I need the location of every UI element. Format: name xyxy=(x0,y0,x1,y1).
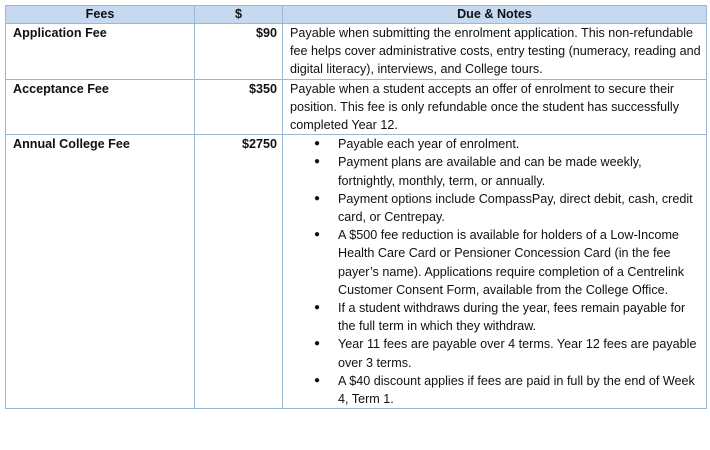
bullet-icon: ● xyxy=(314,229,321,241)
notes-bullet-list xyxy=(290,135,701,408)
list-item xyxy=(314,190,701,226)
list-item-text: Payment options include CompassPay, direct debit, cash, credit card, or Centrepay. xyxy=(338,191,693,225)
list-item xyxy=(314,135,701,153)
table-row xyxy=(6,24,707,80)
fee-notes-cell: Payable when a student accepts an offer of enrolment to secure their position. This fee is only refundable once the student has successfully completed Year 12. xyxy=(283,79,707,135)
fee-notes-cell: Payable when submitting the enrolment application. This non-refundable fee helps cover administrative costs, entry testing (numeracy, reading and digital literacy), interviews, and College tours. xyxy=(283,24,707,80)
list-item xyxy=(314,372,701,408)
list-item-text: A $40 discount applies if fees are paid in full by the end of Week 4, Term 1. xyxy=(338,373,695,407)
fee-amount-cell: $2750 xyxy=(195,135,283,409)
list-item-text: Payment plans are available and can be made weekly, fortnightly, monthly, term, or annually. xyxy=(338,155,642,188)
header-notes: Due & Notes xyxy=(283,6,707,24)
fee-amount-cell: $90 xyxy=(195,24,283,80)
fee-name-cell: Annual College Fee xyxy=(6,135,195,409)
bullet-icon: ● xyxy=(314,302,321,314)
list-item-text: Year 11 fees are payable over 4 terms. Year 12 fees are payable over 3 terms. xyxy=(338,337,697,370)
table-row xyxy=(6,135,707,409)
list-item-text: Payable each year of enrolment. xyxy=(338,137,520,152)
fee-notes-cell xyxy=(283,135,707,409)
bullet-icon: ● xyxy=(314,156,321,168)
header-row xyxy=(6,6,707,24)
bullet-icon: ● xyxy=(314,338,321,350)
fees-table xyxy=(5,5,707,409)
bullet-icon: ● xyxy=(314,138,321,150)
fee-amount-cell: $350 xyxy=(195,79,283,135)
fee-name-cell: Application Fee xyxy=(6,24,195,80)
list-item xyxy=(314,226,701,299)
bullet-icon: ● xyxy=(314,374,321,386)
fee-name-cell: Acceptance Fee xyxy=(6,79,195,135)
header-amount: $ xyxy=(195,6,283,24)
list-item xyxy=(314,153,701,189)
list-item-text: If a student withdraws during the year, fees remain payable for the full term in which they withdraw. xyxy=(338,301,686,334)
header-fees: Fees xyxy=(6,6,195,24)
list-item xyxy=(314,299,701,335)
list-item xyxy=(314,335,701,371)
bullet-icon: ● xyxy=(314,192,321,204)
table-row xyxy=(6,79,707,135)
list-item-text: A $500 fee reduction is available for holders of a Low-Income Health Care Card or Pensioner Concession Card (in the fee payer’s name). Applications require completion of a Centrelink Customer Consent Form, available from the College Office. xyxy=(338,228,685,297)
